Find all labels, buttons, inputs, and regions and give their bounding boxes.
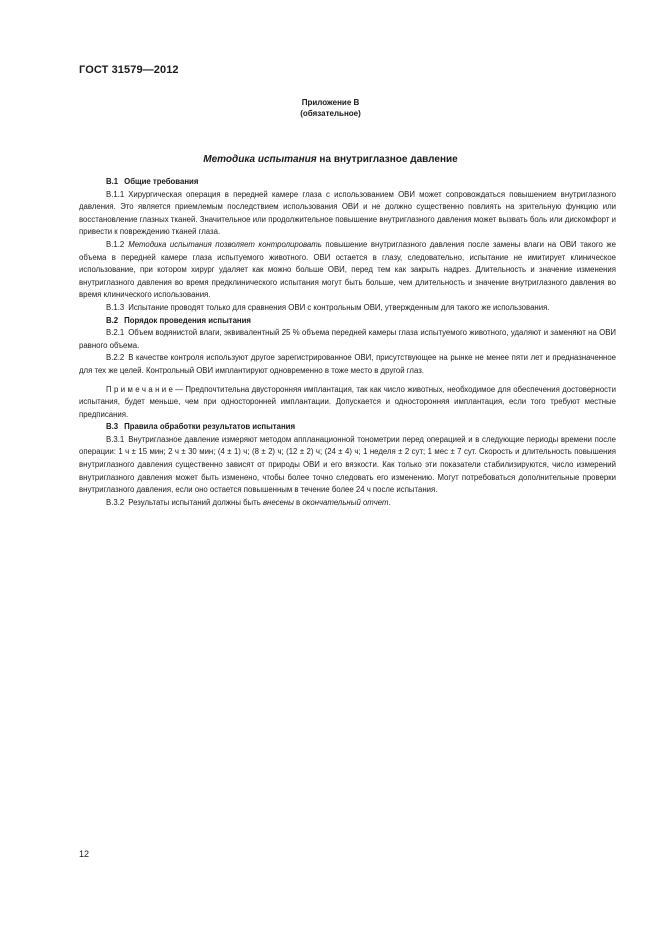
paragraph: В.1.3 Испытание проводят только для сравнения ОВИ с контрольным ОВИ, утвержденным для такого же использования.	[106, 302, 550, 312]
document-body	[79, 176, 616, 509]
section-heading: В.2 Порядок проведения испытания	[106, 315, 251, 325]
paragraph: В.1.1 Хирургическая операция в передней камере глаза с использованием ОВИ может сопровождаться повышением внутриглазного давления. Это является приемлемым последствием использования ОВИ и не должно существенно повлиять на зрительную функцию или восстановление глазных тканей. Значительное или продолжительное повышение внутриглазного давления может вызвать боль или дискомфорт и привести к повреждению тканей глаза.	[79, 189, 616, 237]
document-header: ГОСТ 31579—2012	[79, 64, 179, 76]
section-heading: В.3 Правила обработки результатов испытания	[106, 422, 295, 432]
appendix-title: Приложение В	[301, 98, 360, 107]
paragraph: В.2.1 Объем водянистой влаги, эквивалентный 25 % объема передней камеры глаза испытуемого животного, удаляют и заменяют на ОВИ равного объема.	[79, 328, 616, 350]
title-italic: Методика испытания	[203, 154, 317, 165]
section-heading: В.1 Общие требования	[106, 177, 199, 186]
note: П р и м е ч а н и е — Предпочтительна двусторонняя имплантация, так как число животных, необходимое для обеспечения достоверности испытания, будет меньше, чем при односторонней имплантации. Допускается и односторонняя имплантация, если того требуют местные предписания.	[79, 384, 616, 419]
paragraph: В.3.1 Внутриглазное давление измеряют методом аппланационной тонометрии перед операцией и в следующие периоды времени после операции: 1 ч ± 15 мин; 2 ч ± 30 мин; (4 ± 1) ч; (8 ± 2) ч; (12 ± 2) ч; (24 ± 4) ч; 1 неделя ± 2 сут; 1 мес ± 7 сут. Скорость и длительность повышения внутриглазного давления существенно зависят от природы ОВИ и его вязкости. Как только эти показатели стабилизируются, число измерений внутриглазного давления может быть изменено, чтобы более точно следовать его изменению. Могут потребоваться дополнительные проверки внутриглазного давления, если оно остается повышенным в течение более 24 ч после испытания.	[79, 434, 616, 495]
appendix-subtitle: (обязательное)	[300, 109, 361, 118]
title-rest: на внутриглазное давление	[316, 154, 458, 165]
document-title	[0, 154, 661, 165]
paragraph: В.2.2 В качестве контроля используют другое зарегистрированное ОВИ, присутствующее на рынке не менее пяти лет и предназначенное для тех же целей. Контрольный ОВИ имплантируют одновременно в тоже место в другой глаз.	[79, 353, 616, 375]
paragraph: В.1.2 Методика испытания позволяет контролировать повышение внутриглазного давления после замены влаги на ОВИ такого же объема в передней камере глаза испытуемого животного. ОВИ остается в глазу, следовательно, испытание не имитирует клиническое использование, при котором хирург удаляет как можно больше ОВИ, перед тем как закрыть надрез. Длительность и значение изменения внутриглазного давления во время предклинического испытания могут быть больше, чем длительность и значение внутриглазного давления во время клинического использования.	[79, 239, 616, 300]
paragraph: В.3.2 Результаты испытаний должны быть внесены в окончательный отчет.	[106, 497, 391, 507]
page-number: 12	[79, 849, 90, 859]
